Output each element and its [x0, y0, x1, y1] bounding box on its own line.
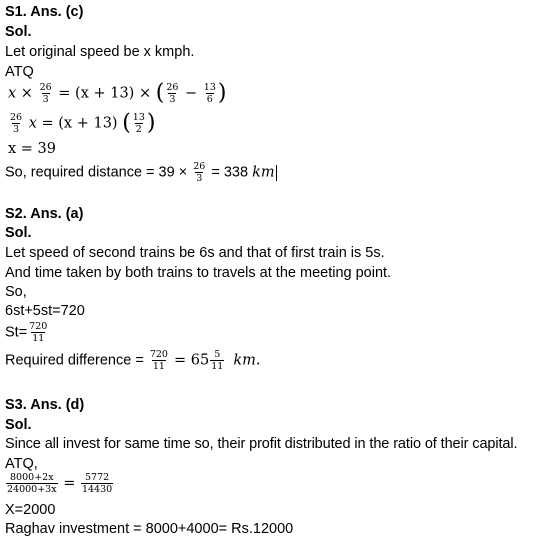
- s2-sol-label: Sol.: [5, 225, 32, 241]
- fraction: $\frac{8000+2x}{24000+3x}$: [7, 472, 57, 495]
- text-cursor: [276, 165, 277, 181]
- s2-line2: And time taken by both trains to travels at the meeting point.: [5, 265, 392, 281]
- s3-line1: Since all invest for same time so, their profit distributed in the ratio of their capital.: [5, 436, 518, 452]
- s1-equation-1: x × $\frac{26}{3}$ = (x + 13) × ( $\frac{26}{3}$ − $\frac{13}{6}$ ): [8, 80, 227, 106]
- s3-heading: S3. Ans. (d): [5, 397, 85, 413]
- s1-heading: S1. Ans. (c): [5, 4, 84, 20]
- s2-st: St= $\frac{720}{11}$: [5, 321, 48, 344]
- fraction: $\frac{720}{11}$: [149, 349, 168, 372]
- fraction: $\frac{26}{3}$: [39, 82, 52, 105]
- s1-atq: ATQ: [5, 64, 34, 80]
- s2-heading: S2. Ans. (a): [5, 206, 84, 222]
- s2-line1: Let speed of second trains be 6s and that of first train is 5s.: [5, 245, 385, 261]
- fraction: $\frac{720}{11}$: [29, 321, 48, 344]
- s2-line3: So,: [5, 284, 27, 300]
- s2-difference: Required difference = $\frac{720}{11}$ = 65 $\frac{5}{11}$ km.: [5, 349, 261, 372]
- s2-line4: 6st+5st=720: [5, 303, 85, 319]
- fraction: $\frac{26}{3}$: [166, 82, 179, 105]
- s3-sol-label: Sol.: [5, 417, 32, 433]
- s1-sol-label: Sol.: [5, 24, 32, 40]
- fraction: $\frac{26}{3}$: [193, 161, 206, 184]
- s1-equation-2: $\frac{26}{3}$ x = (x + 13) ( $\frac{13}{2}$ ): [10, 110, 156, 136]
- s3-ratio-equation: $\frac{8000+2x}{24000+3x}$ = $\frac{5772}{14430}$: [7, 472, 113, 495]
- fraction: $\frac{13}{2}$: [132, 112, 145, 135]
- s3-atq: ATQ,: [5, 456, 38, 472]
- fraction: $\frac{5772}{14430}$: [81, 472, 113, 495]
- s1-equation-3: x = 39: [8, 141, 56, 157]
- s3-final: Raghav investment = 8000+4000= Rs.12000: [5, 521, 294, 537]
- s1-result: So, required distance = 39 × $\frac{26}{3}$ = 338 km: [5, 161, 275, 184]
- s1-line1: Let original speed be x kmph.: [5, 44, 195, 60]
- fraction: $\frac{5}{11}$: [211, 349, 224, 372]
- fraction: $\frac{26}{3}$: [10, 112, 23, 135]
- fraction: $\frac{13}{6}$: [203, 82, 216, 105]
- s3-x-value: X=2000: [5, 502, 56, 518]
